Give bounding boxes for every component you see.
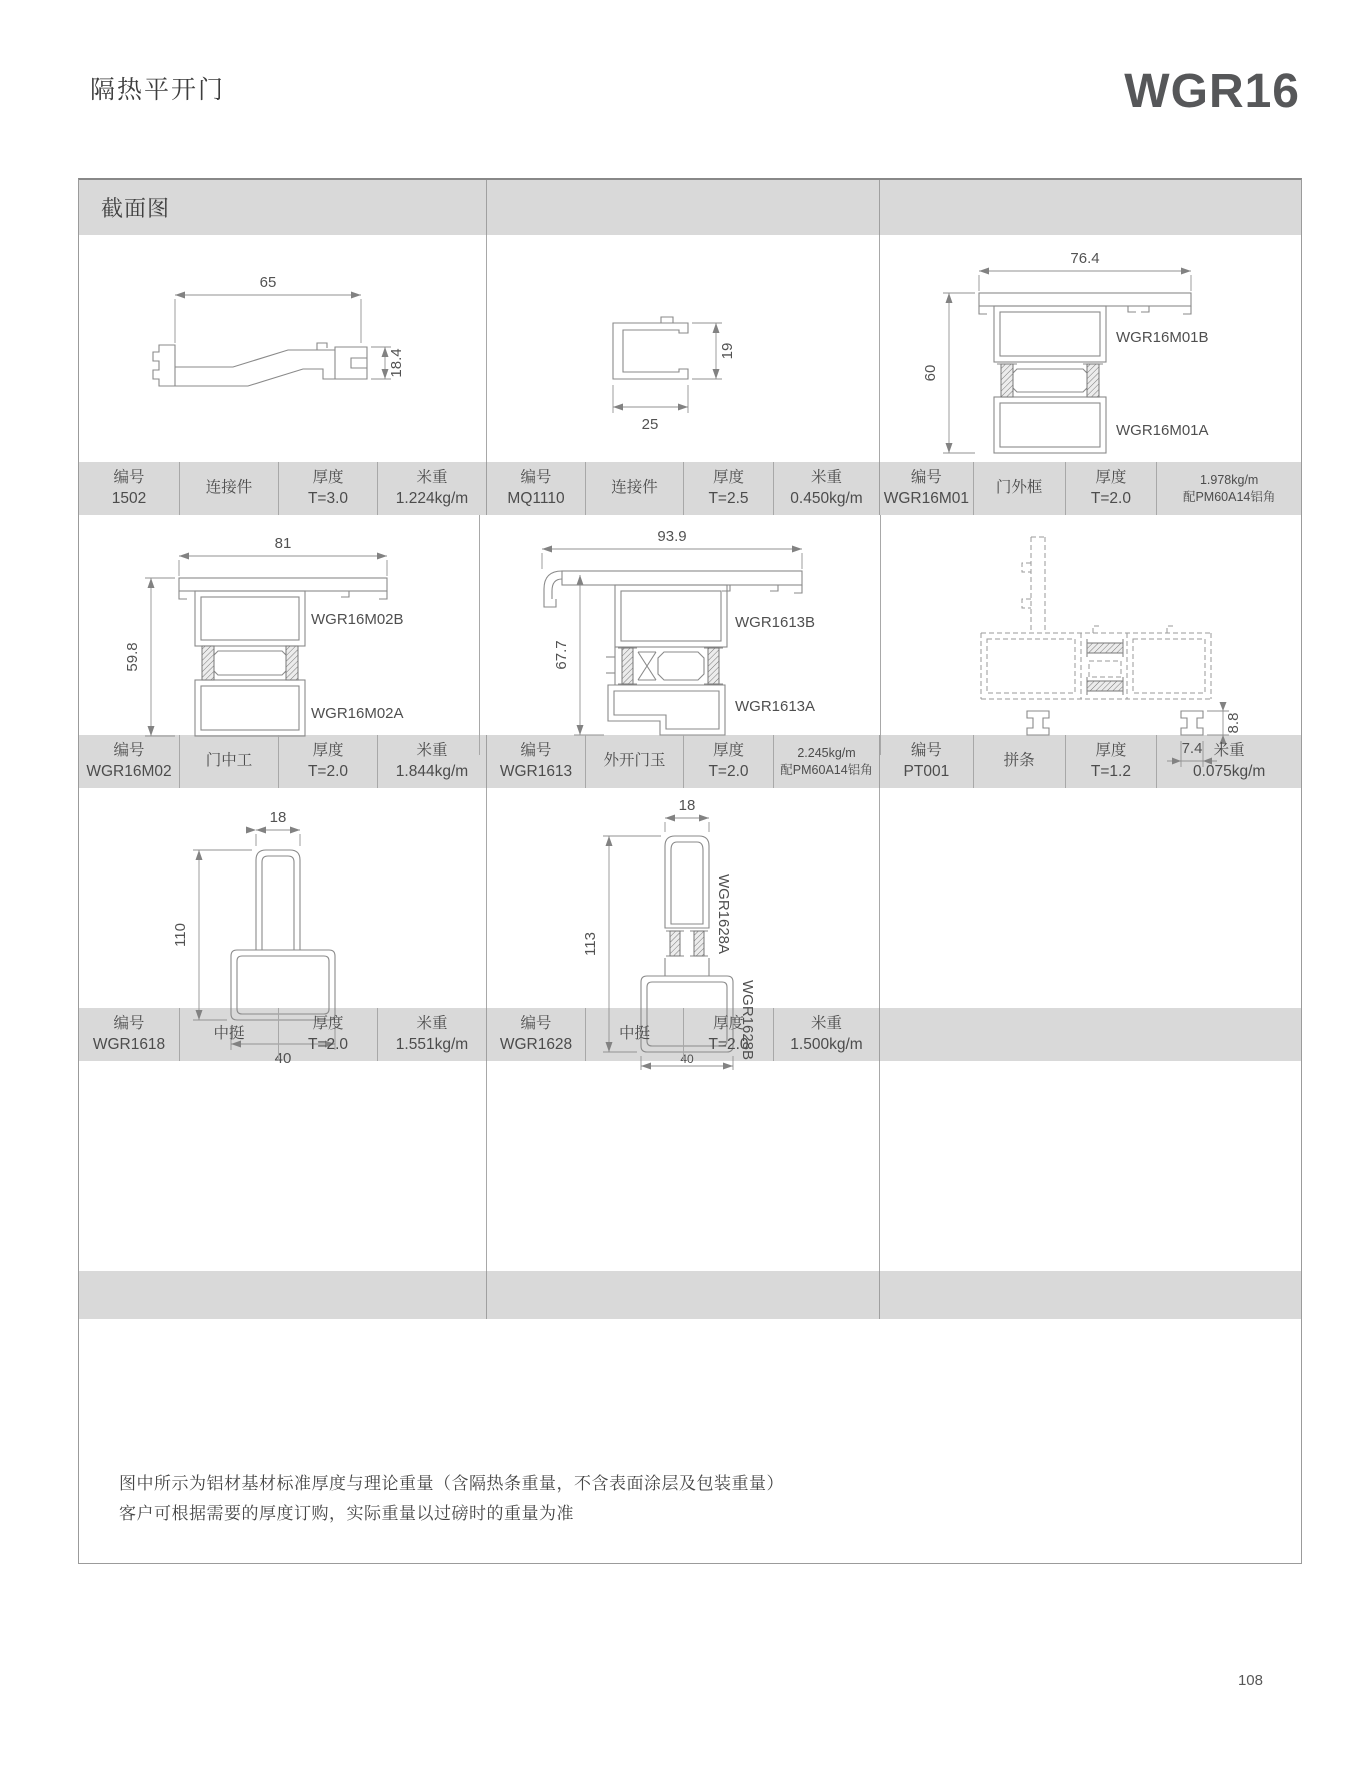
page-number: 108 [1237, 1672, 1263, 1689]
spec-cell-name [179, 1008, 278, 1061]
drawing-row-4-empty [79, 1061, 1301, 1271]
part-label-a: WGR1628A [715, 874, 732, 955]
dim-width-label: 25 [641, 416, 659, 433]
spec-label: 米重 [416, 468, 448, 486]
spec-value: 1.224kg/m [395, 489, 469, 507]
section-header-row [79, 180, 1301, 235]
spec-value: 配PM60A14铝角 [1182, 489, 1276, 504]
spec-value: 2.245kg/m [797, 745, 856, 760]
spec-value: 拼条 [1003, 752, 1035, 770]
spec-group-pt001 [879, 735, 1301, 788]
spec-label: 编号 [910, 468, 942, 486]
dim-height-label: 113 [582, 932, 599, 956]
part-label-a: WGR1613A [735, 698, 816, 715]
spec-label: 编号 [520, 741, 552, 759]
profile-outline [231, 850, 335, 1020]
dim-height-label: 8.8 [1225, 712, 1242, 734]
spec-value: 门中工 [205, 752, 253, 770]
context-profile-dashed [981, 537, 1211, 699]
part-label-a: WGR16M02A [311, 705, 404, 722]
spec-cell-weight [377, 735, 486, 788]
dim-bottom-label: 40 [680, 1052, 694, 1066]
spec-label: 米重 [810, 468, 842, 486]
profile-drawing-wgr1613 [480, 515, 880, 755]
spec-value: PT001 [903, 762, 950, 780]
section-title: 截面图 [101, 196, 171, 221]
spec-row-4-empty [79, 1271, 1301, 1319]
spec-cell-name [585, 462, 683, 515]
section-header-cell [879, 180, 1301, 235]
spec-value: 连接件 [205, 479, 253, 497]
spec-cell-weight [377, 462, 486, 515]
spec-value: T=2.0 [307, 1035, 349, 1053]
spec-cell-thickness [1065, 462, 1157, 515]
spec-cell-code [487, 735, 585, 788]
dim-width-label: 65 [259, 274, 276, 291]
section-header-cell [486, 180, 879, 235]
profile-drawing-wgr16m02 [99, 520, 459, 750]
drawing-cell-wgr16m02 [79, 515, 479, 755]
spec-value: T=2.0 [307, 762, 349, 780]
spec-group-wgr1618 [79, 1008, 486, 1061]
spec-cell-code [79, 462, 179, 515]
spec-cell-thickness [278, 735, 377, 788]
spec-cell-code [880, 735, 973, 788]
spec-value: T=2.0 [708, 762, 749, 780]
spec-row-1 [79, 462, 1301, 515]
spec-cell-thickness [683, 1008, 773, 1061]
dim-height-label: 18.4 [387, 348, 405, 378]
part-label-b: WGR16M02B [311, 611, 404, 628]
spec-label: 厚度 [712, 1014, 744, 1032]
spec-cell-name [973, 735, 1065, 788]
drawing-cell-pt001 [880, 515, 1301, 755]
spec-label: 厚度 [312, 468, 344, 486]
spec-cell-code [487, 462, 585, 515]
dim-height-label: 59.8 [124, 642, 141, 672]
spec-cell-weight [773, 735, 879, 788]
spec-label: 编号 [113, 468, 145, 486]
dim-width-label: 81 [274, 535, 292, 552]
spec-value: WGR1613 [499, 762, 573, 780]
spec-label: 厚度 [1095, 468, 1127, 486]
profile-drawing-wgr16m01 [891, 235, 1291, 465]
profile-drawing-pt001 [881, 515, 1301, 755]
drawing-cell-empty [486, 1061, 879, 1271]
spec-group-mq1110 [486, 462, 879, 515]
drawing-row-1 [79, 235, 1301, 462]
drawing-cell-wgr1613 [479, 515, 880, 755]
spec-cell-code [880, 462, 973, 515]
section-header-cell [79, 180, 486, 235]
dim-top-label: 18 [678, 797, 696, 814]
spec-cell-code [487, 1008, 585, 1061]
dim-top-label: 18 [269, 809, 286, 826]
spec-label: 米重 [810, 1014, 842, 1032]
spec-value: 中挺 [618, 1025, 650, 1043]
drawing-cell-empty [79, 1061, 486, 1271]
spec-cell-thickness [1065, 735, 1157, 788]
spec-label: 编号 [910, 741, 942, 759]
dim-bottom-label: 40 [274, 1050, 291, 1067]
drawing-cell-wgr16m01 [879, 235, 1301, 465]
spec-label: 米重 [416, 741, 448, 759]
spec-label: 米重 [416, 1014, 448, 1032]
spec-cell-thickness [278, 1008, 377, 1061]
footnote [79, 1319, 1301, 1563]
profile-outline [613, 317, 688, 379]
spec-label: 厚度 [712, 741, 744, 759]
spec-value: 门外框 [995, 479, 1043, 497]
part-label-b: WGR1613B [735, 614, 816, 631]
spec-value: T=2.5 [708, 489, 749, 507]
thermal-break-bars [1087, 639, 1123, 695]
spec-value: 配PM60A14铝角 [780, 762, 873, 777]
footnote-line-2: 客户可根据需要的厚度订购，实际重量以过磅时的重量为准 [119, 1504, 574, 1523]
dim-height-label: 60 [921, 364, 939, 382]
spec-label: 厚度 [312, 1014, 344, 1032]
spec-value: 连接件 [611, 479, 658, 497]
part-label-a: WGR16M01A [1115, 422, 1209, 439]
dim-height-label: 67.7 [553, 640, 570, 670]
spec-cell-thickness [683, 462, 773, 515]
spec-value: T=2.0 [708, 1035, 749, 1053]
spacer-clips [1027, 711, 1203, 735]
spec-group-wgr1628 [486, 1008, 879, 1061]
spec-value: WGR16M02 [86, 762, 172, 780]
dim-width-label: 76.4 [1069, 250, 1100, 267]
drawing-cell-1502 [79, 235, 486, 465]
spec-value: 1.500kg/m [790, 1035, 863, 1053]
spec-label: 编号 [113, 741, 145, 759]
spec-group-1502 [79, 462, 486, 515]
spec-cell-thickness [683, 735, 773, 788]
part-label-b: WGR16M01B [1115, 329, 1209, 346]
spec-label: 编号 [520, 1014, 552, 1032]
drawing-cell-mq1110 [486, 235, 879, 465]
profile-outline [153, 343, 367, 386]
spec-cell-name [179, 462, 278, 515]
spec-label: 厚度 [712, 468, 744, 486]
part-label-b: WGR1628B [739, 980, 756, 1061]
spec-group-wgr1613 [486, 735, 879, 788]
profile-drawing-mq1110 [513, 255, 853, 445]
dim-width-label: 7.4 [1181, 740, 1203, 757]
spec-value: WGR1618 [92, 1035, 166, 1053]
spec-value: 1.844kg/m [395, 762, 469, 780]
spec-cell-name [973, 462, 1065, 515]
spec-cell-weight [1156, 462, 1301, 515]
dim-width-label: 93.9 [657, 528, 687, 545]
spec-value: MQ1110 [507, 489, 565, 507]
spec-cell-name [585, 735, 683, 788]
profile-drawing-1502 [113, 255, 453, 445]
spec-label: 编号 [520, 468, 552, 486]
spec-cell-thickness [278, 462, 377, 515]
series-code: WGR16 [1124, 65, 1300, 118]
spec-value: T=1.2 [1090, 762, 1131, 780]
spec-value: 1502 [111, 489, 147, 507]
page-title: 隔热平开门 [90, 76, 226, 104]
dim-height-label: 19 [719, 342, 736, 360]
spec-cell-weight [773, 1008, 879, 1061]
spec-cell-weight [773, 462, 879, 515]
spec-value: 外开门玉 [603, 752, 666, 770]
spec-cell-weight [1156, 735, 1301, 788]
spec-group-empty [879, 1008, 1301, 1061]
spec-value: T=2.0 [1090, 489, 1131, 507]
spec-value: 中挺 [213, 1025, 245, 1043]
drawing-cell-empty [879, 1061, 1301, 1271]
spec-label: 厚度 [312, 741, 344, 759]
spec-cell-name [585, 1008, 683, 1061]
spec-value: 1.978kg/m [1199, 472, 1259, 487]
footnote-line-1: 图中所示为铝材基材标准厚度与理论重量（含隔热条重量，不含表面涂层及包装重量） [119, 1474, 784, 1493]
spec-row-2 [79, 735, 1301, 788]
dimension-lines [175, 292, 391, 380]
spec-value: T=3.0 [307, 489, 349, 507]
spec-group-wgr16m01 [879, 462, 1301, 515]
spec-cell-name [179, 735, 278, 788]
spec-cell-code [79, 735, 179, 788]
spec-label: 米重 [1213, 741, 1245, 759]
spec-row-3 [79, 1008, 1301, 1061]
spec-value: 1.551kg/m [395, 1035, 469, 1053]
spec-label: 厚度 [1095, 741, 1127, 759]
spec-cell-weight [377, 1008, 486, 1061]
dim-height-label: 110 [171, 923, 189, 947]
spec-value: WGR16M01 [883, 489, 970, 507]
spec-value: 0.450kg/m [790, 489, 863, 507]
dimension-lines [613, 323, 722, 413]
spec-label: 编号 [113, 1014, 145, 1032]
spec-value: 0.075kg/m [1192, 762, 1266, 780]
thermal-break-bars [670, 931, 704, 956]
spec-value: WGR1628 [499, 1035, 573, 1053]
spec-group-wgr16m02 [79, 735, 486, 788]
page-header [90, 65, 1300, 118]
section-table [78, 178, 1302, 1564]
spec-cell-code [79, 1008, 179, 1061]
